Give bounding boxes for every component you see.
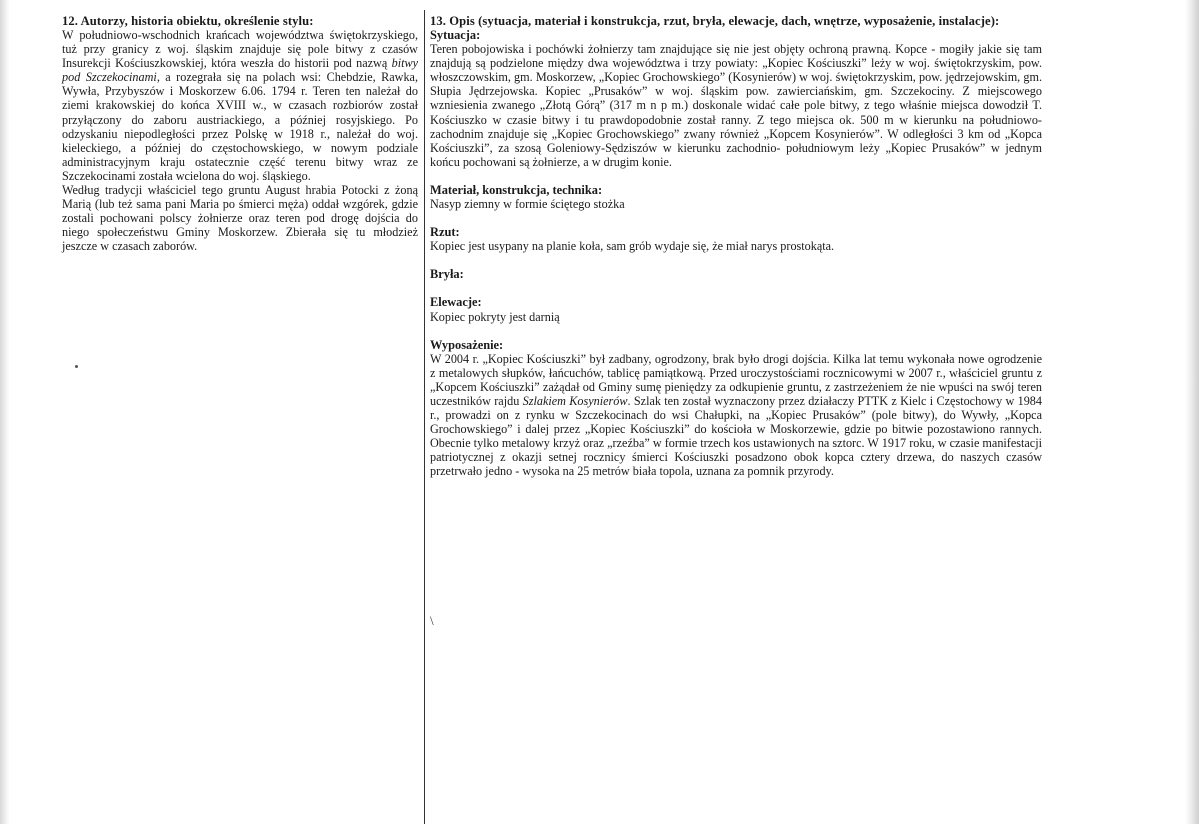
- scan-edge-left: [0, 0, 10, 824]
- trail-name-italic: Szlakiem Kosynierów: [522, 393, 628, 408]
- rzut-text: Kopiec jest usypany na planie koła, sam grób wydaje się, że miał narys prostokąta.: [430, 239, 835, 254]
- material-text: Nasyp ziemny w formie ściętego stożka: [430, 197, 625, 212]
- section-13-heading: 13. Opis (sytuacja, materiał i konstrukcja, rzut, bryła, elewacje, dach, wnętrze, wyposażenie, instalacje):: [430, 14, 1000, 28]
- scan-speck: [75, 365, 78, 368]
- wyposazenie-text-part-2: . Szlak ten został wyznaczony przez działaczy PTTK z Kielc i Częstochowy w 1984 r., prowadzi on z rynku w Szczekocinach do wsi Chałupki, na „Kopiec Prusaków” (pole bitwy), do Wywły, „Kopca Grochowskiego” i dalej przez „Kopiec Kościuszki” do kościoła w Moskorzewie, gdzie po bitwie pozostawiono rannych. Obecnie tylko metalowy krzyż oraz „rzeźba” w formie trzech kos ustawionych na sztorc. W 1917 roku, w czasie manifestacji patriotycznej z okazji setnej rocznicy śmierci Kościuszki posadzono obok kopca cztery drzewa, do naszych czasów przetrwało jedno - wysoka na 25 metrów biała topola, uznana za pomnik przyrody.: [430, 393, 1042, 479]
- history-paragraph-2: Według tradycji właściciel tego gruntu August hrabia Potocki z żoną Marią (lub też sama pani Maria po śmierci męża) oddał wzgórek, gdzie zostali pochowani polscy żołnierze oraz teren pod drogę dojścia do niego społeczeństwu Gminy Moskorzew. Zbierała się tu młodzież jeszcze w czasach zaborów.: [62, 183, 418, 254]
- section-13-description: [430, 14, 1042, 479]
- material-title: Materiał, konstrukcja, technika:: [430, 182, 603, 197]
- sytuacja-text: Teren pobojowiska i pochówki żołnierzy tam znajdujące się nie jest objęty ochroną prawną. Kopce - mogiły jakie się tam znajdują są podzielone między dwa województwa i trzy powiaty: „Kopiec Kościuszki” leży w woj. świętokrzyskim, pow. włoszczowskim, gm. Moskorzew, „Kopiec Grochowskiego” (Kosynierów) w woj. świętokrzyskim, pow. jędrzejowskim, gm. Słupia Jędrzejowska. Kopiec „Prusaków” w woj. śląskim pow. zawierciańskim, gm. Szczekociny. Z miejscowego wzniesienia zwanego „Złotą Górą” (317 m n p m.) doskonale widać całe pole bitwy, z tego właśnie miejsca dowodził T. Kościuszko w czasie bitwy i tu prawdopodobnie został ranny. Z tego miejsca ok. 500 m w kierunku na południowo-zachodnim znajduje się „Kopiec Grochowskiego” zwany również „Kopcem Kosynierów”. W odległości 3 km od „Kopca Kościuszki”, za szosą Goleniowy-Sędziszów w kierunku zachodnio- południowym leży „Kopiec Prusaków” w jednym końcu pochowani są żołnierze, a w drugim konie.: [430, 42, 1042, 169]
- rzut-title: Rzut:: [430, 225, 460, 240]
- battle-name-italic: bitwy pod Szczekocinami: [62, 56, 418, 85]
- column-divider: [424, 10, 425, 824]
- bryla-title: Bryła:: [430, 267, 464, 282]
- elewacje-text: Kopiec pokryty jest darnią: [430, 309, 560, 324]
- history-text-part-2: , a rozegrała się na polach wsi: Chebdzie, Rawka, Wywła, Przybyszów i Moskorzew 6.06. 1794 r. Teren ten należał do ziemi krakowskiej do końca XVIII w., w czasach rozbiorów został przyłączony do zaboru austriackiego, a później rosyjskiego. Po odzyskaniu niepodległości przez Polskę w 1918 r., należał do woj. kieleckiego, a później do częstochowskiego, w nowym podziale administracyjnym kraju ostatecznie część terenu bitwy wraz ze Szczekocinami została wcielona do woj. śląskiego.: [62, 70, 418, 183]
- section-12-heading: 12. Autorzy, historia obiektu, określenie stylu:: [62, 14, 314, 28]
- wyposazenie-text-part-1: W 2004 r. „Kopiec Kościuszki” był zadbany, ogrodzony, brak było drogi dojścia. Kilka lat temu wykonała nowe ogrodzenie z metalowych słupków, łańcuchów, tablicę pamiątkową. Przed uroczystościami rocznicowymi w 2007 r., właściciel gruntu z „Kopcem Kościuszki” zażądał od Gminy sumę pieniędzy za odkupienie gruntu, z zastrzeżeniem że nie wpuści na swój teren uczestników rajdu: [430, 351, 1042, 408]
- history-paragraph-1: [62, 28, 418, 183]
- wyposazenie-title: Wyposażenie:: [430, 337, 504, 352]
- elewacje-title: Elewacje:: [430, 295, 482, 310]
- section-12-history: [62, 14, 418, 254]
- stray-backslash-mark: \: [430, 613, 434, 628]
- wyposazenie-text: [430, 352, 1042, 479]
- history-text-part-1: W południowo-wschodnich krańcach województwa świętokrzyskiego, tuż przy granicy z woj. śląskim znajduje się pole bitwy z czasów Insurekcji Kościuszkowskiej, która weszła do historii pod nazwą: [62, 28, 418, 71]
- sytuacja-title: Sytuacja:: [430, 28, 481, 42]
- scan-edge-right: [1185, 0, 1199, 824]
